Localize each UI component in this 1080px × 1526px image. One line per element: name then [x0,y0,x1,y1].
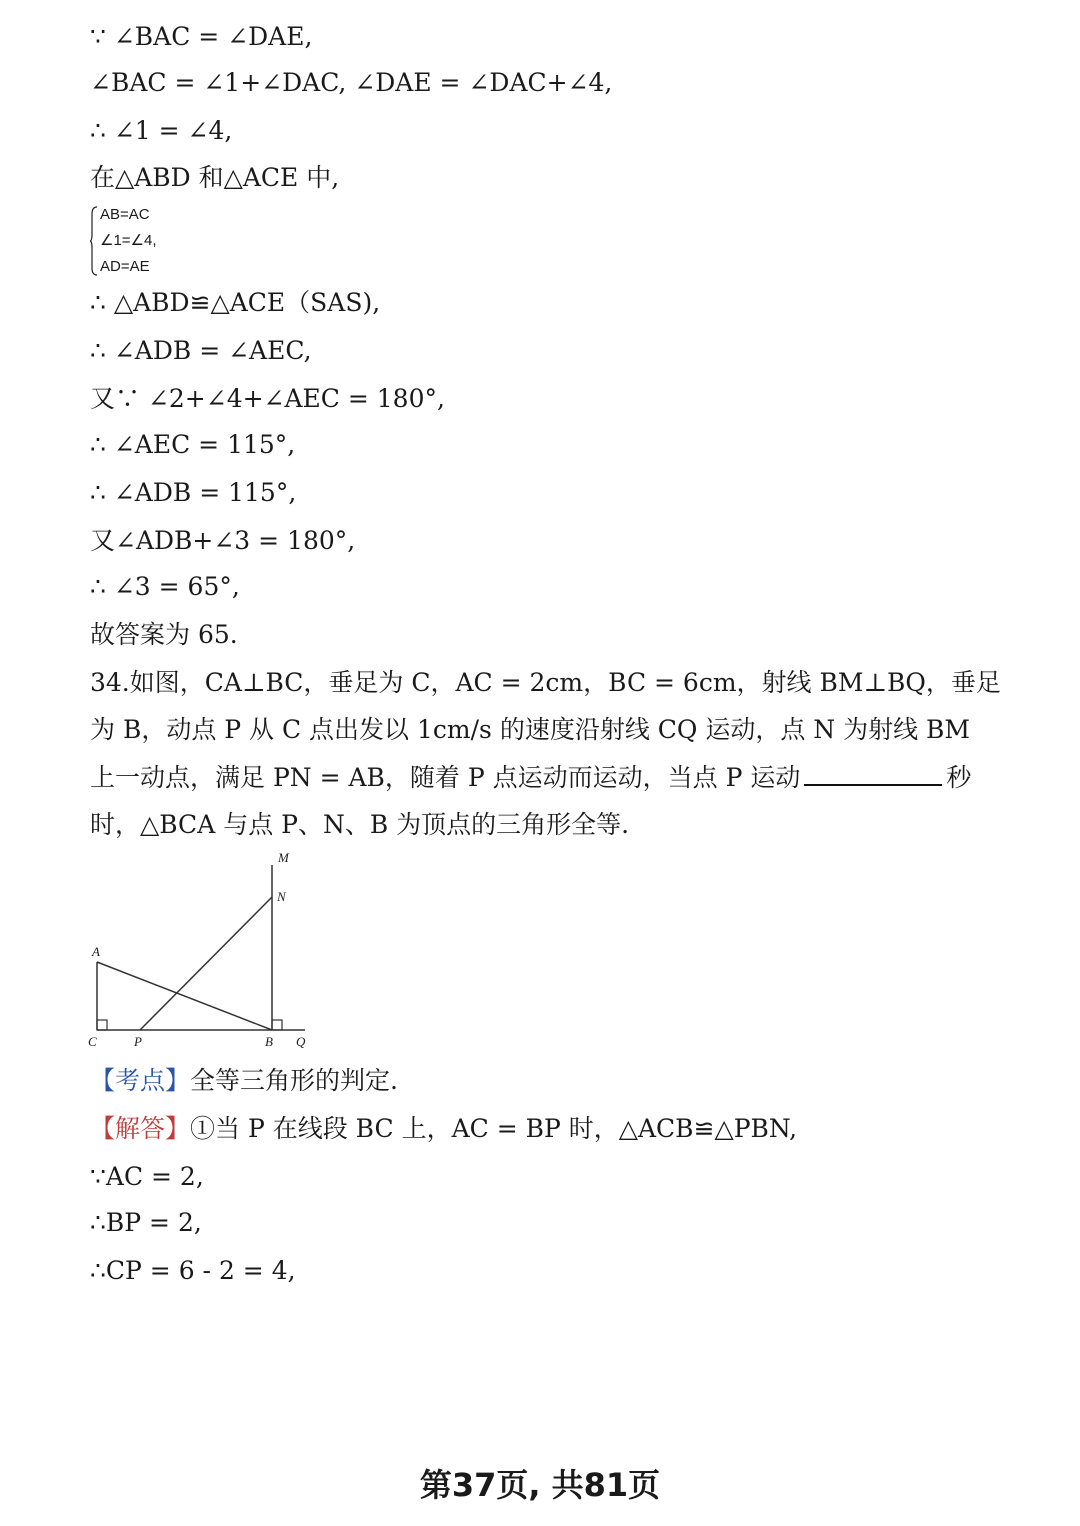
segment-pn [140,897,272,1030]
problem-line: 34.如图，CA⊥BC，垂足为 C，AC = 2cm，BC = 6cm，射线 BM⊥BQ，垂足 [90,668,1001,697]
proof-line: ∠BAC = ∠1+∠DAC, ∠DAE = ∠DAC+∠4, [90,68,613,97]
problem-line: 时，△BCA 与点 P、N、B 为顶点的三角形全等. [90,810,630,839]
label-m: M [278,850,289,865]
proof-line: 又∵ ∠2+∠4+∠AEC = 180°, [90,384,445,413]
system-row: AB=AC [100,206,150,223]
label-n: N [277,889,286,904]
kaodian-text: 全等三角形的判定. [190,1066,398,1095]
solution-line: ∵AC = 2, [90,1162,204,1191]
label-b: B [265,1034,273,1049]
left-brace-icon [90,206,98,276]
kaodian-tag: 【考点】 [90,1066,191,1095]
proof-line: 在△ABD 和△ACE 中, [90,163,340,192]
proof-line: ∴ ∠ADB = 115°, [90,478,297,507]
geometry-figure [80,845,320,1060]
system-row: ∠1=∠4, [100,232,157,249]
jieda-text: ①当 P 在线段 BC 上，AC = BP 时，△ACB≌△PBN, [190,1114,798,1143]
equation-system [90,204,210,278]
answer-blank [804,762,942,786]
problem-line: 为 B，动点 P 从 C 点出发以 1cm/s 的速度沿射线 CQ 运动，点 N 为射线 BM [90,715,971,744]
proof-line: 又∠ADB+∠3 = 180°, [90,526,356,555]
proof-line: ∴ ∠ADB = ∠AEC, [90,336,312,365]
proof-line: ∴ ∠1 = ∠4, [90,116,233,145]
proof-line: ∴ ∠3 = 65°, [90,572,240,601]
label-q: Q [296,1034,306,1049]
proof-line: ∵ ∠BAC = ∠DAE, [90,22,313,51]
answer-line: 故答案为 65. [90,620,238,649]
system-row: AD=AE [100,258,150,275]
label-a: A [92,944,100,959]
jieda-tag: 【解答】 [90,1114,191,1143]
solution-line: ∴CP = 6 - 2 = 4, [90,1256,296,1285]
proof-line: ∴ △ABD≌△ACE（SAS), [90,288,381,317]
right-angle-b-icon [272,1020,282,1030]
label-p: P [134,1034,142,1049]
problem-text: 秒 [946,763,972,792]
jieda-line [90,1114,797,1144]
problem-text: 上一动点，满足 PN = AB，随着 P 点运动而运动，当点 P 运动 [90,763,801,792]
kaodian-line [90,1066,398,1096]
problem-line [90,762,971,793]
right-angle-c-icon [97,1020,107,1030]
segment-ab [97,962,272,1030]
page-number: 第37页, 共81页 [419,1466,661,1504]
proof-line: ∴ ∠AEC = 115°, [90,430,296,459]
solution-line: ∴BP = 2, [90,1208,202,1237]
label-c: C [88,1034,97,1049]
